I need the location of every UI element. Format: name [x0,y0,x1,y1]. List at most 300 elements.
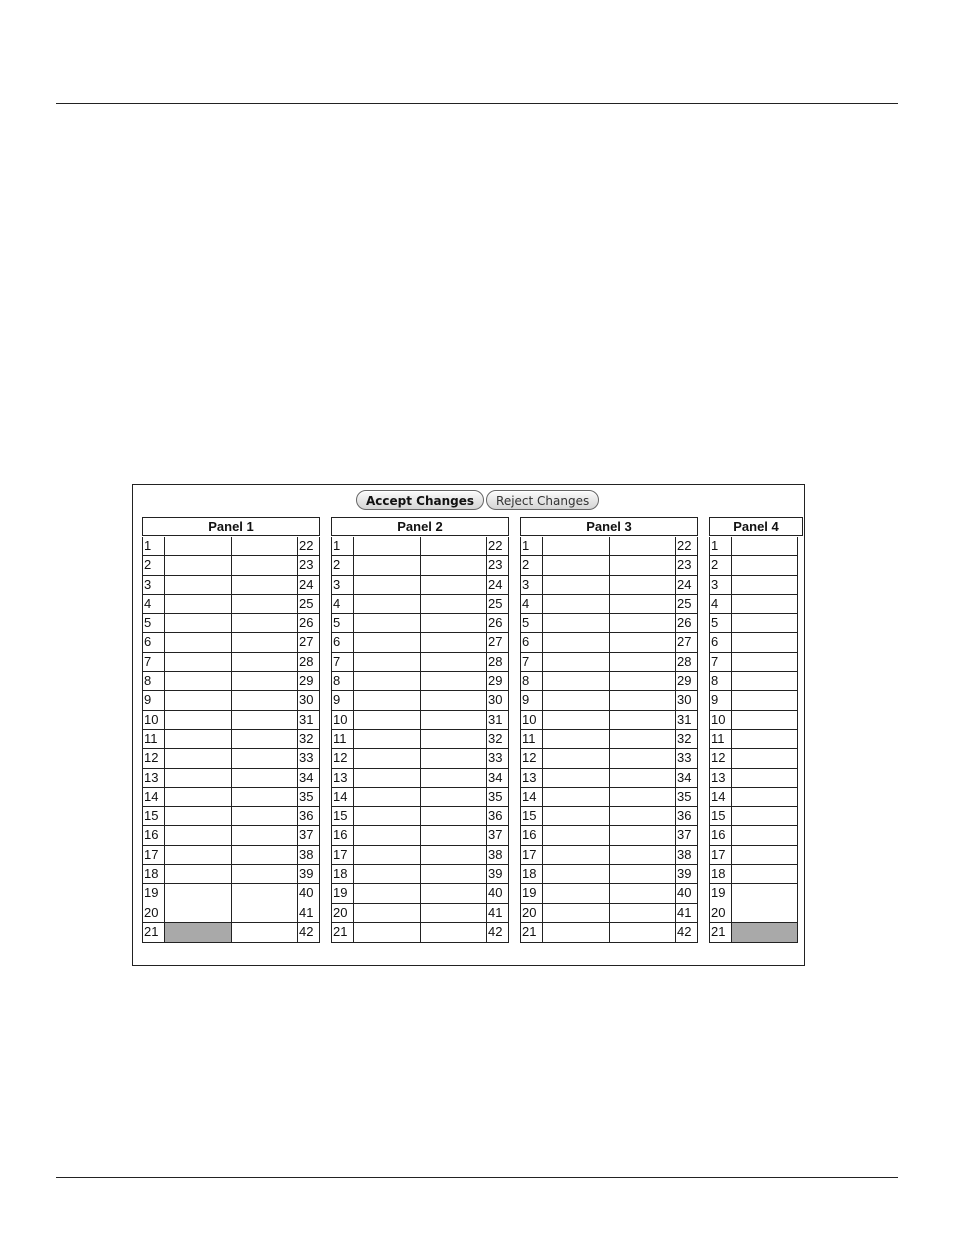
breaker-number-left: 14 [710,788,732,806]
breaker-slot-left[interactable] [165,653,232,671]
breaker-number-right: 42 [486,923,508,942]
breaker-slot-right[interactable] [421,614,487,632]
breaker-slot-right[interactable] [232,691,298,709]
breaker-slot-right[interactable] [421,556,487,574]
breaker-number-left: 4 [521,595,543,613]
breaker-row [332,846,508,865]
breaker-slot-left[interactable] [354,556,421,574]
breaker-row [710,633,797,652]
breaker-number-left: 15 [143,807,165,825]
breaker-slot-left[interactable] [732,904,797,922]
breaker-number-right: 36 [675,807,697,825]
breaker-slot-left[interactable] [543,711,610,729]
breaker-slot-right[interactable] [232,653,298,671]
breaker-row [710,537,797,556]
breaker-number-left: 10 [521,711,543,729]
breaker-slot-right[interactable] [421,826,487,844]
breaker-row [710,904,797,923]
breaker-number-left: 19 [710,884,732,903]
breaker-number-left: 14 [521,788,543,806]
breaker-number-right: 30 [675,691,697,709]
breaker-slot-right[interactable] [610,691,676,709]
breaker-number-right: 37 [486,826,508,844]
breaker-number-left: 12 [332,749,354,767]
breaker-number-left: 16 [521,826,543,844]
breaker-slot-left[interactable] [165,691,232,709]
breaker-slot-right[interactable] [610,730,676,748]
breaker-number-left: 5 [143,614,165,632]
breaker-slot-left[interactable] [732,537,797,555]
breaker-slot-left[interactable] [354,537,421,555]
breaker-slot-left[interactable] [165,846,232,864]
breaker-slot-left[interactable] [543,730,610,748]
breaker-number-left: 15 [332,807,354,825]
breaker-slot-left[interactable] [354,730,421,748]
breaker-slot-left[interactable] [165,672,232,690]
breaker-slot-right[interactable] [232,788,298,806]
breaker-row [710,614,797,633]
breaker-slot-left[interactable] [543,769,610,787]
breaker-slot-left[interactable] [354,576,421,594]
breaker-row [710,923,797,942]
breaker-number-right: 29 [675,672,697,690]
breaker-row [143,865,319,884]
panel-title: Panel 2 [331,517,509,536]
breaker-slot-right[interactable] [610,923,676,942]
breaker-slot-left[interactable] [732,576,797,594]
breaker-slot-right[interactable] [232,633,298,651]
breaker-number-left: 21 [143,923,165,942]
breaker-slot-right[interactable] [610,576,676,594]
breaker-slot-left[interactable] [165,576,232,594]
breaker-number-right: 32 [675,730,697,748]
breaker-number-left: 15 [710,807,732,825]
breaker-row [332,672,508,691]
breaker-number-left: 18 [710,865,732,883]
breaker-slot-right[interactable] [232,537,298,555]
breaker-number-right: 32 [297,730,319,748]
breaker-row [521,653,697,672]
breaker-slot-right[interactable] [421,865,487,883]
breaker-slot-right[interactable] [232,904,298,922]
breaker-slot-left[interactable] [732,672,797,690]
breaker-slot-right[interactable] [421,576,487,594]
breaker-number-left: 13 [710,769,732,787]
breaker-slot-left[interactable] [354,653,421,671]
breaker-number-left: 11 [521,730,543,748]
breaker-slot-left[interactable] [732,807,797,825]
breaker-number-left: 2 [710,556,732,574]
breaker-row [521,884,697,903]
breaker-slot-left[interactable] [732,556,797,574]
breaker-slot-left[interactable] [165,769,232,787]
breaker-number-left: 1 [332,537,354,555]
breaker-number-left: 1 [143,537,165,555]
breaker-row [332,788,508,807]
breaker-row [143,672,319,691]
breaker-slot-left[interactable] [543,556,610,574]
breaker-number-right: 30 [486,691,508,709]
breaker-number-left: 21 [710,923,732,942]
breaker-number-left: 10 [710,711,732,729]
breaker-slot-left[interactable] [165,904,232,922]
breaker-slot-left[interactable] [543,788,610,806]
breaker-slot-left[interactable] [354,826,421,844]
breaker-number-right: 24 [486,576,508,594]
breaker-slot-left[interactable] [354,769,421,787]
breaker-number-left: 7 [332,653,354,671]
breaker-slot-right[interactable] [610,595,676,613]
breaker-slot-right[interactable] [421,730,487,748]
breaker-slot-left[interactable] [165,595,232,613]
breaker-number-left: 18 [521,865,543,883]
breaker-slot-right[interactable] [610,556,676,574]
breaker-number-left: 20 [332,904,354,922]
breaker-grid [520,537,698,943]
breaker-slot-left[interactable] [543,807,610,825]
breaker-slot-right[interactable] [421,537,487,555]
breaker-number-right: 38 [297,846,319,864]
breaker-number-left: 13 [143,769,165,787]
breaker-slot-right[interactable] [232,826,298,844]
breaker-number-right: 33 [675,749,697,767]
breaker-number-left: 2 [332,556,354,574]
breaker-number-right: 25 [297,595,319,613]
breaker-row [332,691,508,710]
breaker-number-left: 9 [332,691,354,709]
breaker-number-left: 17 [332,846,354,864]
breaker-number-left: 21 [521,923,543,942]
breaker-slot-right[interactable] [421,788,487,806]
breaker-slot-right[interactable] [610,884,676,902]
breaker-slot-right[interactable] [610,826,676,844]
breaker-number-right: 34 [297,769,319,787]
breaker-row [710,730,797,749]
breaker-row [143,769,319,788]
breaker-slot-right[interactable] [232,884,298,903]
breaker-slot-left[interactable] [732,846,797,864]
breaker-row [332,711,508,730]
breaker-slot-right[interactable] [232,576,298,594]
header-rule [56,103,898,104]
breaker-row [710,769,797,788]
breaker-number-left: 19 [143,884,165,903]
breaker-slot-left[interactable] [732,614,797,632]
breaker-row [332,826,508,845]
breaker-slot-left[interactable] [165,614,232,632]
breaker-slot-left[interactable] [732,633,797,651]
breaker-slot-right[interactable] [232,749,298,767]
breaker-slot-left[interactable] [543,749,610,767]
breaker-row [710,556,797,575]
breaker-row [521,826,697,845]
breaker-slot-right[interactable] [232,807,298,825]
breaker-slot-right[interactable] [232,672,298,690]
breaker-slot-left[interactable] [732,730,797,748]
breaker-number-left: 6 [332,633,354,651]
breaker-number-right: 33 [297,749,319,767]
breaker-row [332,633,508,652]
breaker-row [521,691,697,710]
breaker-slot-left[interactable] [354,633,421,651]
breaker-number-right: 27 [297,633,319,651]
breaker-slot-left[interactable] [543,826,610,844]
breaker-number-right: 26 [675,614,697,632]
breaker-slot-right[interactable] [610,749,676,767]
breaker-slot-left[interactable] [543,923,610,942]
breaker-slot-right[interactable] [421,711,487,729]
breaker-slot-right[interactable] [610,653,676,671]
breaker-slot-left[interactable] [354,595,421,613]
breaker-slot-right[interactable] [421,846,487,864]
breaker-row [332,884,508,903]
breaker-number-left: 20 [521,904,543,922]
breaker-row [710,884,797,903]
breaker-row [521,730,697,749]
breaker-slot-left[interactable] [732,595,797,613]
breaker-row [143,537,319,556]
breaker-slot-left[interactable] [543,576,610,594]
breaker-slot-right[interactable] [232,556,298,574]
breaker-slot-right[interactable] [232,730,298,748]
breaker-row [332,537,508,556]
panel-1 [142,517,320,943]
breaker-number-right: 23 [297,556,319,574]
breaker-slot-right[interactable] [421,769,487,787]
breaker-slot-left[interactable] [354,788,421,806]
breaker-slot-left[interactable] [165,556,232,574]
breaker-row [710,595,797,614]
breaker-row [332,807,508,826]
breaker-number-left: 12 [143,749,165,767]
breaker-slot-left[interactable] [732,653,797,671]
breaker-slot-right[interactable] [232,865,298,883]
breaker-grid [709,537,798,943]
breaker-row [143,614,319,633]
breaker-number-left: 12 [521,749,543,767]
breaker-number-right: 22 [486,537,508,555]
breaker-number-left: 11 [332,730,354,748]
breaker-number-right: 31 [297,711,319,729]
breaker-number-left: 13 [521,769,543,787]
breaker-slot-left[interactable] [354,807,421,825]
breaker-slot-left[interactable] [732,691,797,709]
breaker-slot-left[interactable] [165,788,232,806]
breaker-slot-right[interactable] [421,633,487,651]
breaker-slot-right[interactable] [421,807,487,825]
breaker-slot-left[interactable] [354,923,421,942]
breaker-slot-left[interactable] [165,826,232,844]
breaker-row [332,769,508,788]
footer-rule [56,1177,898,1178]
breaker-row [332,923,508,942]
breaker-slot-left[interactable] [165,633,232,651]
breaker-row [143,749,319,768]
breaker-number-left: 14 [143,788,165,806]
breaker-slot-left[interactable] [543,904,610,922]
breaker-slot-right[interactable] [610,846,676,864]
breaker-number-right: 34 [486,769,508,787]
breaker-slot-right[interactable] [421,904,487,922]
breaker-row [332,614,508,633]
breaker-slot-left[interactable] [732,788,797,806]
breaker-slot-left[interactable] [732,865,797,883]
breaker-row [143,711,319,730]
breaker-slot-right[interactable] [421,884,487,902]
breaker-slot-left[interactable] [543,884,610,902]
breaker-number-right: 32 [486,730,508,748]
breaker-slot-right[interactable] [610,788,676,806]
breaker-number-right: 40 [486,884,508,902]
breaker-slot-left[interactable] [165,749,232,767]
breaker-slot-left[interactable] [354,865,421,883]
breaker-slot-left[interactable] [543,537,610,555]
accept-changes-button[interactable]: Accept Changes [356,490,484,510]
breaker-slot-left[interactable] [165,730,232,748]
breaker-number-left: 8 [143,672,165,690]
breaker-slot-left[interactable] [354,884,421,902]
breaker-number-right: 37 [675,826,697,844]
breaker-number-left: 19 [521,884,543,902]
breaker-slot-left[interactable] [732,826,797,844]
breaker-slot-right[interactable] [421,749,487,767]
breaker-slot-right[interactable] [232,614,298,632]
breaker-number-left: 15 [521,807,543,825]
breaker-slot-left[interactable] [354,691,421,709]
breaker-number-right: 39 [297,865,319,883]
breaker-row [332,904,508,923]
breaker-number-right: 26 [486,614,508,632]
breaker-number-left: 17 [521,846,543,864]
breaker-slot-right[interactable] [421,923,487,942]
breaker-slot-left[interactable] [543,691,610,709]
breaker-slot-left[interactable] [165,884,232,903]
breaker-number-left: 11 [710,730,732,748]
breaker-slot-left[interactable] [165,711,232,729]
breaker-number-right: 36 [486,807,508,825]
breaker-number-right: 37 [297,826,319,844]
breaker-slot-left[interactable] [732,769,797,787]
breaker-slot-right[interactable] [421,653,487,671]
breaker-slot-left[interactable] [354,846,421,864]
breaker-slot-right[interactable] [610,865,676,883]
breaker-row [710,653,797,672]
breaker-number-right: 42 [297,923,319,942]
breaker-slot-right[interactable] [610,614,676,632]
breaker-slot-left[interactable] [543,614,610,632]
breaker-slot-left[interactable] [543,595,610,613]
breaker-number-left: 9 [710,691,732,709]
breaker-slot-right[interactable] [232,595,298,613]
breaker-slot-left[interactable] [354,672,421,690]
panel-title: Panel 3 [520,517,698,536]
breaker-slot-left[interactable] [354,614,421,632]
breaker-number-right: 41 [675,904,697,922]
breaker-slot-left[interactable] [732,711,797,729]
breaker-row [521,614,697,633]
breaker-number-left: 8 [332,672,354,690]
breaker-slot-left[interactable] [165,537,232,555]
breaker-slot-right[interactable] [610,711,676,729]
breaker-slot-right[interactable] [610,807,676,825]
breaker-row [332,749,508,768]
breaker-row [521,865,697,884]
breaker-number-right: 42 [675,923,697,942]
breaker-slot-left[interactable] [543,672,610,690]
breaker-grid [142,537,320,943]
breaker-row [521,595,697,614]
breaker-grid [331,537,509,943]
breaker-slot-left[interactable] [354,904,421,922]
breaker-number-right: 27 [486,633,508,651]
breaker-slot-left[interactable] [543,846,610,864]
breaker-slot-right[interactable] [610,904,676,922]
breaker-number-left: 16 [710,826,732,844]
breaker-number-right: 35 [675,788,697,806]
breaker-number-left: 5 [521,614,543,632]
breaker-number-right: 39 [675,865,697,883]
breaker-slot-left[interactable] [354,749,421,767]
breaker-slot-right[interactable] [610,769,676,787]
breaker-row [710,749,797,768]
breaker-slot-right[interactable] [610,633,676,651]
breaker-slot-left[interactable] [732,923,797,942]
breaker-slot-left[interactable] [732,884,797,903]
breaker-number-left: 9 [143,691,165,709]
reject-changes-button[interactable]: Reject Changes [486,490,599,510]
breaker-slot-right[interactable] [232,711,298,729]
breaker-slot-right[interactable] [610,672,676,690]
breaker-number-right: 24 [297,576,319,594]
breaker-slot-left[interactable] [543,633,610,651]
breaker-row [521,846,697,865]
breaker-row [332,730,508,749]
breaker-number-left: 10 [332,711,354,729]
breaker-number-left: 17 [143,846,165,864]
breaker-slot-left[interactable] [543,653,610,671]
breaker-number-right: 35 [297,788,319,806]
breaker-slot-left[interactable] [165,807,232,825]
breaker-number-right: 38 [675,846,697,864]
breaker-row [521,576,697,595]
breaker-number-right: 27 [675,633,697,651]
breaker-slot-left[interactable] [732,749,797,767]
breaker-number-left: 6 [521,633,543,651]
breaker-slot-right[interactable] [421,595,487,613]
breaker-slot-right[interactable] [232,769,298,787]
breaker-number-left: 3 [710,576,732,594]
breaker-slot-left[interactable] [165,865,232,883]
breaker-number-right: 41 [297,904,319,922]
breaker-row [521,556,697,575]
breaker-slot-right[interactable] [421,691,487,709]
breaker-number-left: 3 [521,576,543,594]
panel-editor-window [132,484,805,966]
breaker-slot-right[interactable] [421,672,487,690]
breaker-row [521,788,697,807]
breaker-number-right: 41 [486,904,508,922]
breaker-slot-right[interactable] [610,537,676,555]
breaker-slot-left[interactable] [543,865,610,883]
breaker-number-right: 24 [675,576,697,594]
breaker-number-left: 19 [332,884,354,902]
breaker-slot-left[interactable] [354,711,421,729]
breaker-slot-right[interactable] [232,846,298,864]
breaker-slot-right[interactable] [232,923,298,942]
breaker-number-left: 16 [332,826,354,844]
breaker-slot-left[interactable] [165,923,232,942]
breaker-number-right: 29 [486,672,508,690]
